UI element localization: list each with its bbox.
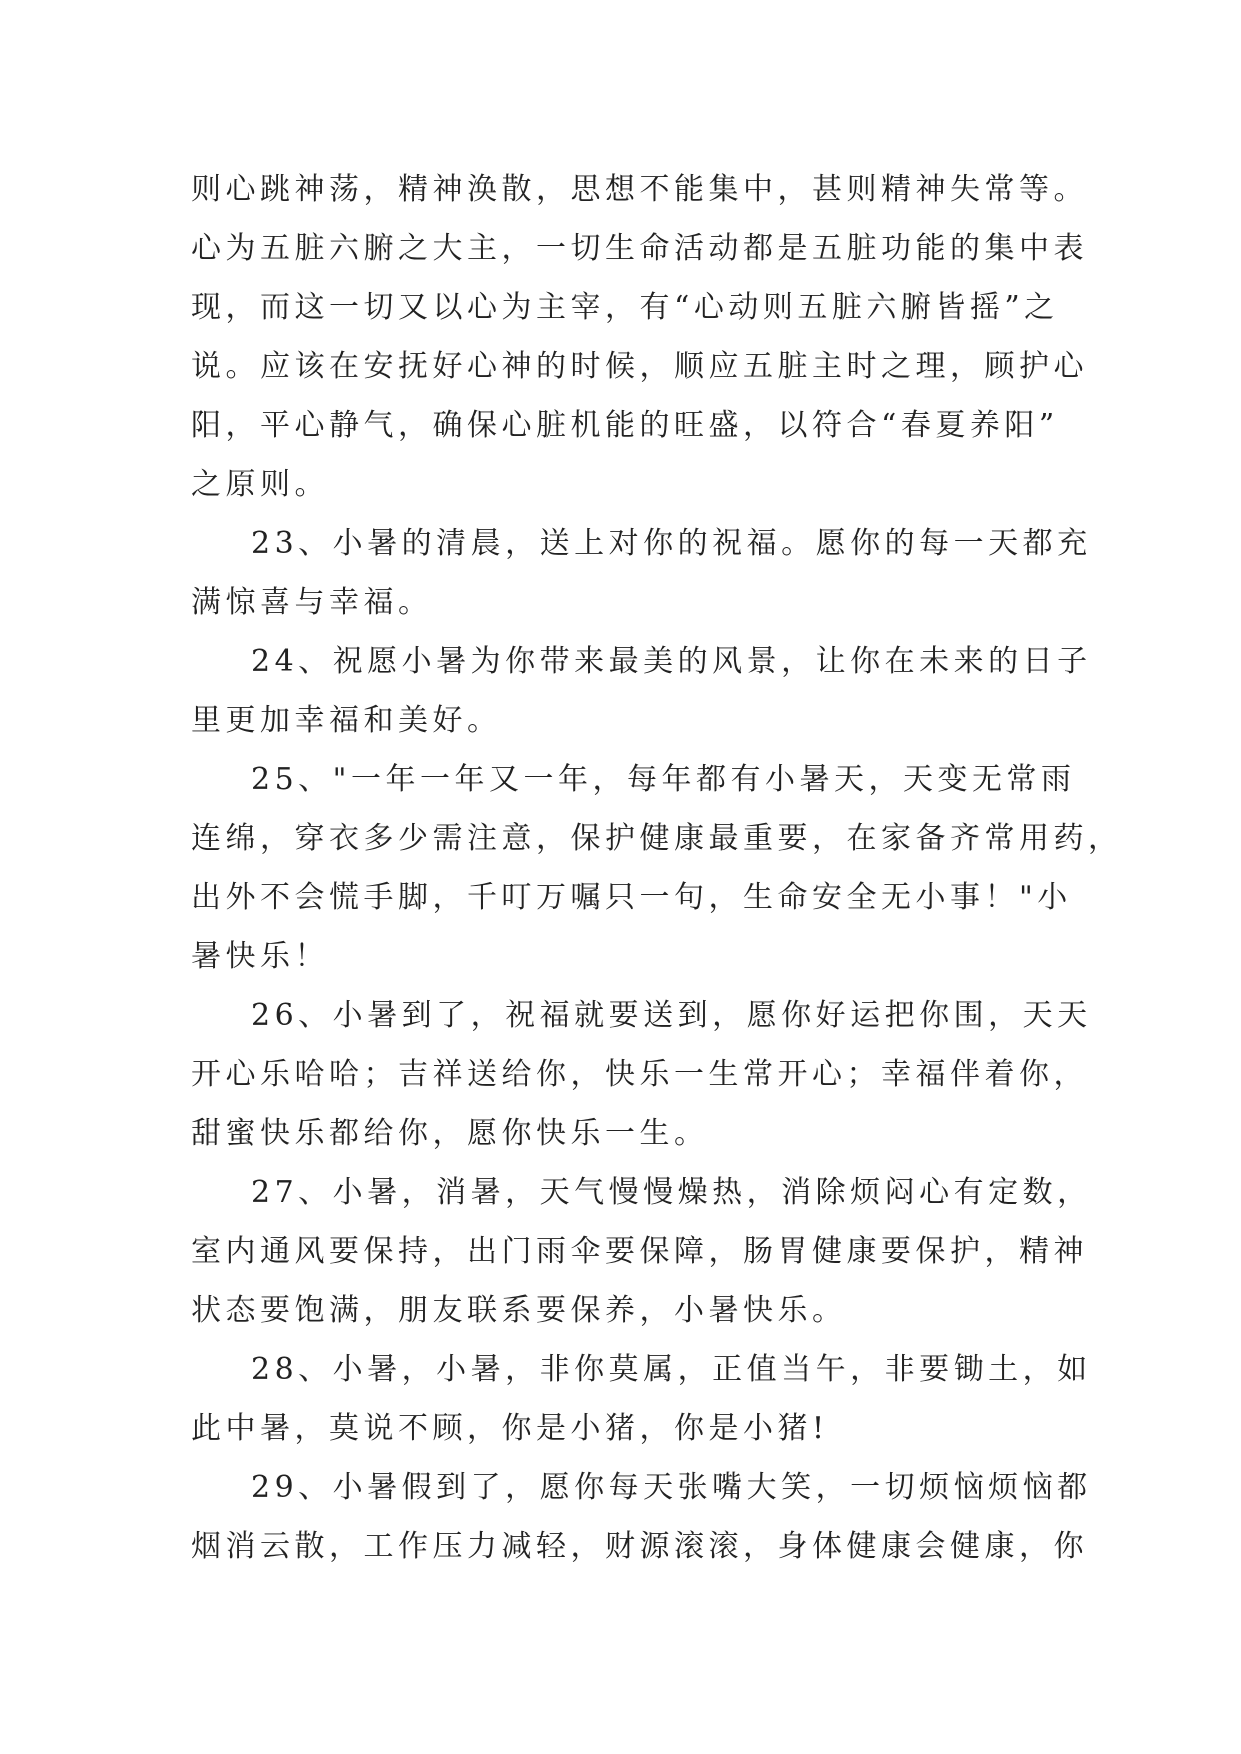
- text-line: 29、小暑假到了，愿你每天张嘴大笑，一切烦恼烦恼都: [251, 1470, 1092, 1505]
- text-line: 心为五脏六腑之大主，一切生命活动都是五脏功能的集中表: [191, 231, 1088, 266]
- text-line: 23、小暑的清晨，送上对你的祝福。愿你的每一天都充: [251, 526, 1092, 561]
- text-line: 满惊喜与幸福。: [191, 585, 433, 620]
- text-line: 27、小暑，消暑，天气慢慢燥热，消除烦闷心有定数，: [251, 1175, 1092, 1210]
- text-line: 开心乐哈哈；吉祥送给你，快乐一生常开心；幸福伴着你，: [191, 1057, 1088, 1092]
- document-body: [191, 160, 1123, 1576]
- text-line: 26、小暑到了，祝福就要送到，愿你好运把你围，天天: [251, 998, 1092, 1033]
- text-line: 烟消云散，工作压力减轻，财源滚滚，身体健康会健康，你: [191, 1529, 1088, 1564]
- text-line: 此中暑，莫说不顾，你是小猪，你是小猪!: [191, 1411, 829, 1446]
- text-line: 现，而这一切又以心为主宰，有“心动则五脏六腑皆摇”之: [191, 290, 1059, 325]
- text-line: 25、"一年一年又一年，每年都有小暑天，天变无常雨: [251, 762, 1076, 797]
- text-line: 状态要饱满，朋友联系要保养，小暑快乐。: [191, 1293, 847, 1328]
- text-line: 说。应该在安抚好心神的时候，顺应五脏主时之理，顾护心: [191, 349, 1088, 384]
- text-line: 里更加幸福和美好。: [191, 703, 502, 738]
- text-line: 甜蜜快乐都给你，愿你快乐一生。: [191, 1116, 709, 1151]
- text-line: 暑快乐！: [191, 939, 329, 974]
- text-line: 则心跳神荡，精神涣散，思想不能集中，甚则精神失常等。: [191, 172, 1088, 207]
- text-line: 之原则。: [191, 467, 329, 502]
- text-line: 室内通风要保持，出门雨伞要保障，肠胃健康要保护，精神: [191, 1234, 1088, 1269]
- text-line: 连绵，穿衣多少需注意，保护健康最重要，在家备齐常用药，: [191, 821, 1123, 856]
- text-line: 阳，平心静气，确保心脏机能的旺盛，以符合“春夏养阳”: [191, 408, 1059, 443]
- text-line: 24、祝愿小暑为你带来最美的风景，让你在未来的日子: [251, 644, 1092, 679]
- text-line: 出外不会慌手脚，千叮万嘱只一句，生命安全无小事！"小: [191, 880, 1072, 915]
- text-line: 28、小暑，小暑，非你莫属，正值当午，非要锄土，如: [251, 1352, 1092, 1387]
